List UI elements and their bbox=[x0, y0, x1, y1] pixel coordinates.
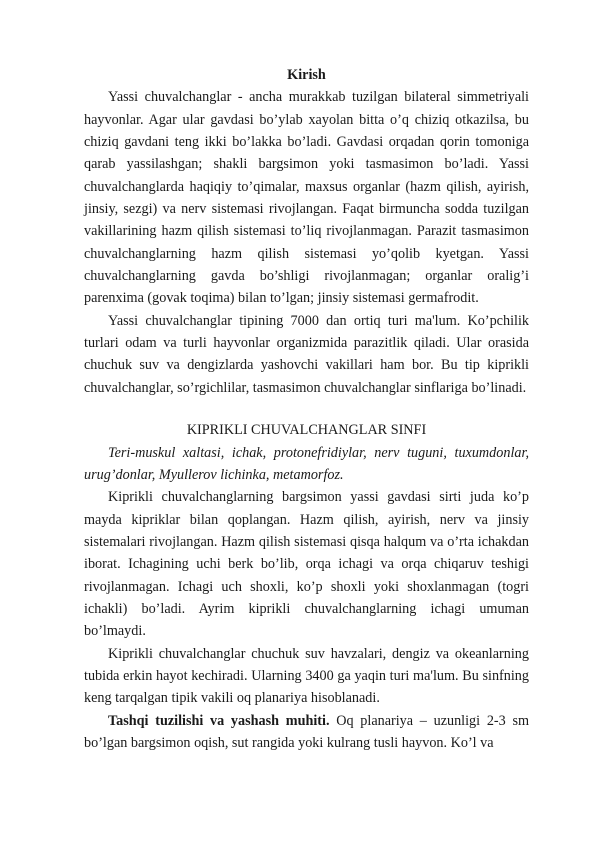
section-paragraph-1: Kiprikli chuvalchanglarning bargsimon yassi gavdasi sirti juda ko’p mayda kipriklar bilan qoplangan. Hazm qilish, ayirish, nerv va jinsiy sistemalari rivojlangan. Hazm qilish sistemasi qisqa halqum va o’rta ichakdan iborat. Ichagining uchi berk bo’lib, orqa ichagi va orqa chiqaruv teshigi rivojlanmagan. Ichagi uch shoxli, ko’p shoxli yoki shoxlanmagan (togri ichakli) bo’ladi. Ayrim kiprikli chuvalchanglarning ichagi umuman bo’lmaydi. bbox=[84, 489, 529, 640]
document-body bbox=[84, 64, 529, 754]
intro-paragraph-1: Yassi chuvalchanglar - ancha murakkab tuzilgan bilateral simmetriyali hayvonlar. Agar ular gavdasi bo’ylab xayolan bitta o’q chiziq otkazilsa, bu chiziq gavdani teng ikki bo’lakka bo’ladi. Gavdasi orqadan qorin tomoniga qarab yassilashgan; shakli bargsimon yoki tasmasimon bo’ladi. Yassi chuvalchanglarda haqiqiy to’qimalar, maxsus organlar (hazm qilish, ayirish, jinsiy, sezgi) va nerv sistemasi rivojlangan. Faqat birmuncha sodda tuzilgan vakillarining hazm qilish sistemasi to’liq rivojlanmagan. Parazit tasmasimon chuvalchanglarning hazm qilish sistemasi yo’qolib kyetgan. Yassi chuvalchanglarning gavda bo’shligi rivojlanmagan; organlar oralig’i parenxima (govak toqima) bilan to’lgan; jinsiy sistemasi germafrodit. bbox=[84, 89, 529, 307]
section-paragraph-3 bbox=[84, 710, 529, 755]
section-keywords: Teri-muskul xaltasi, ichak, protonefridiylar, nerv tuguni, tuxumdonlar, urug’donlar, Myullerov lichinka, metamorfoz. bbox=[84, 444, 529, 483]
section-paragraph-2: Kiprikli chuvalchanglar chuchuk suv havzalari, dengiz va okeanlarning tubida erkin hayot kechiradi. Ularning 3400 ga yaqin turi ma'lum. Bu sinfning keng tarqalgan tipik vakili oq planariya hisoblanadi. bbox=[84, 645, 529, 707]
intro-paragraph-2: Yassi chuvalchanglar tipining 7000 dan ortiq turi ma'lum. Ko’pchilik turlari odam va turli hayvonlar organizmida parazitlik qiladi. Ular orasida chuchuk suv va dengizlarda yashovchi vakillari ham bor. Bu tip kiprikli chuvalchanglar, so’rgichlilar, tasmasimon chuvalchanglar sinflariga bo’linadi. bbox=[84, 312, 529, 396]
section-title: KIPRIKLI CHUVALCHANGLAR SINFI bbox=[186, 422, 427, 439]
page-title: Kirish bbox=[287, 67, 326, 83]
paragraph-body-text: Oq planariya – uzunligi 2-3 sm bo’lgan bargsimon oqish, sut rangida yoki kulrang tusli hayvon. Ko’l va bbox=[84, 712, 529, 751]
paragraph-lead-heading: Tashqi tuzilishi va yashash muhiti. bbox=[108, 712, 330, 729]
